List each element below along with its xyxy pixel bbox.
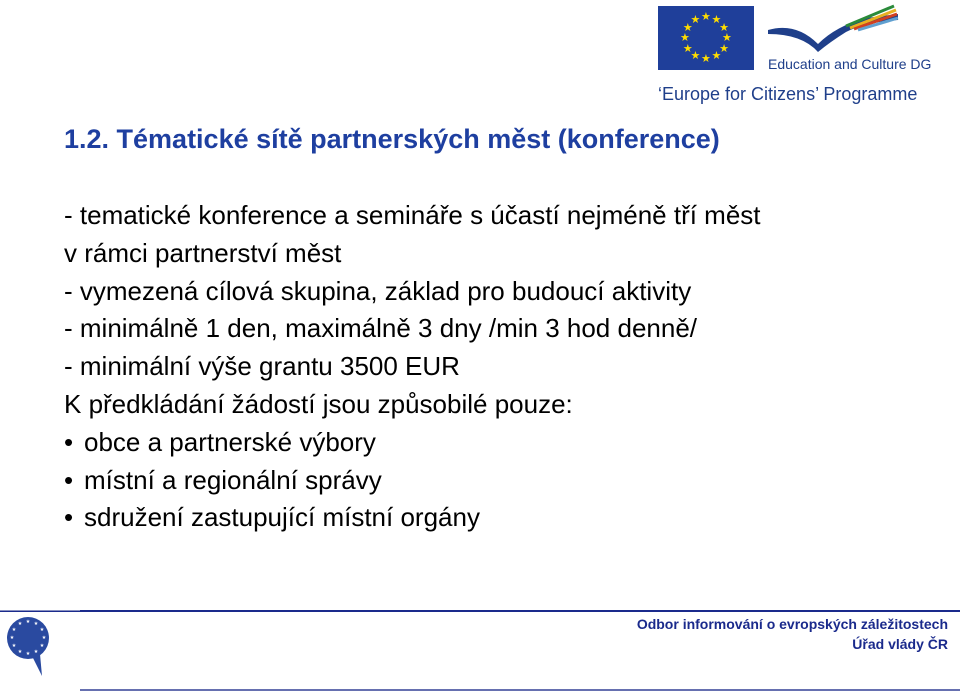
line-text: - minimální výše grantu 3500 EUR (64, 351, 460, 382)
svg-text:★: ★ (39, 643, 45, 649)
star-icon: ★ (722, 32, 732, 44)
line-text: obce a partnerské výbory (84, 426, 376, 457)
bullet-item (64, 462, 761, 500)
svg-text:★: ★ (9, 635, 15, 641)
star-icon: ★ (690, 50, 701, 63)
bullet-item (64, 424, 761, 462)
education-culture-bird-logo (766, 4, 900, 54)
star-icon: ★ (690, 13, 701, 26)
line-text: v rámci partnerství měst (64, 237, 342, 268)
text-line (64, 197, 761, 235)
bullet-icon: • (64, 464, 74, 495)
svg-text:★: ★ (41, 635, 47, 641)
footer-line-1: Odbor informování o evropských záležitostech (636, 616, 948, 632)
bullet-item (64, 499, 761, 537)
eurofon-logo (6, 616, 54, 678)
text-line (64, 273, 761, 311)
slide-title: 1.2. Tématické sítě partnerských měst (konference) (64, 124, 720, 154)
text-line (64, 235, 761, 273)
footer-bottom-divider (80, 689, 960, 691)
svg-text:★: ★ (11, 643, 17, 649)
svg-text:★: ★ (11, 627, 17, 633)
programme-label: ‘Europe for Citizens’ Programme (658, 84, 918, 104)
star-icon: ★ (719, 21, 730, 34)
star-icon: ★ (682, 42, 693, 55)
bullet-icon: • (64, 426, 74, 457)
svg-text:★: ★ (33, 649, 39, 655)
line-text: - vymezená cílová skupina, základ pro budoucí aktivity (64, 275, 692, 306)
dg-label: Education and Culture DG (768, 56, 932, 72)
svg-text:★: ★ (25, 651, 31, 657)
svg-text:★: ★ (17, 621, 23, 627)
svg-text:★: ★ (17, 649, 23, 655)
line-text: - tematické konference a semináře s účastí nejméně tří měst (64, 200, 761, 230)
star-icon: ★ (701, 11, 711, 23)
star-icon: ★ (711, 13, 722, 26)
svg-text:★: ★ (33, 621, 39, 627)
star-icon: ★ (719, 42, 730, 55)
line-text: místní a regionální správy (84, 464, 382, 495)
star-icon: ★ (711, 50, 722, 63)
line-text: - minimálně 1 den, maximálně 3 dny /min 3 hod denně/ (64, 313, 698, 344)
svg-text:★: ★ (25, 619, 31, 625)
line-text: sdružení zastupující místní orgány (84, 502, 480, 533)
star-icon: ★ (680, 32, 690, 44)
line-text: K předkládání žádostí jsou způsobilé pouze: (64, 388, 573, 419)
text-line (64, 310, 761, 348)
star-icon: ★ (701, 53, 711, 65)
footer-divider-left (0, 610, 80, 611)
footer-organization (637, 614, 948, 654)
svg-text:★: ★ (39, 627, 45, 633)
slide-body (64, 197, 761, 537)
text-line (64, 386, 761, 424)
text-line (64, 348, 761, 386)
bullet-icon: • (64, 502, 74, 533)
eu-flag-logo (658, 6, 754, 70)
footer-line-2: Úřad vlády ČR (852, 636, 948, 652)
footer-divider (0, 610, 960, 612)
star-icon: ★ (682, 21, 693, 34)
